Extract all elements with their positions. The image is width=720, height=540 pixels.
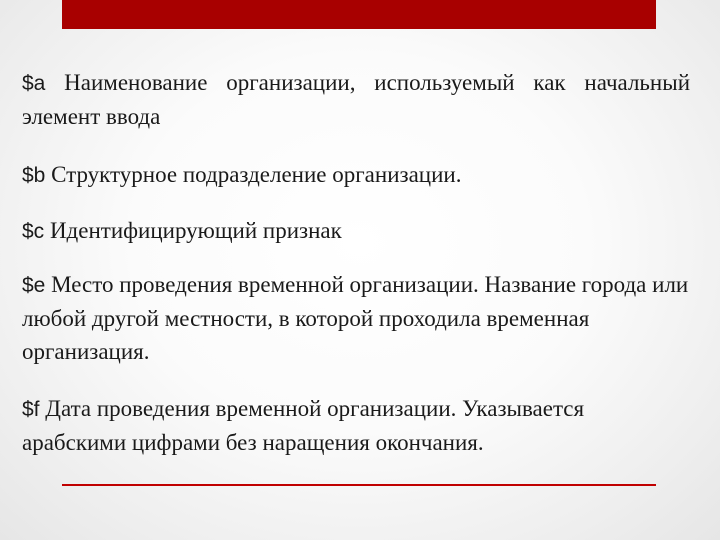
field-entry-e	[22, 268, 690, 368]
field-entry-a	[22, 66, 690, 133]
footer-rule	[62, 484, 656, 486]
field-description: Структурное подразделение организации.	[45, 162, 462, 187]
field-code: $a	[22, 72, 46, 95]
field-entry-b	[22, 158, 461, 192]
field-code: $f	[22, 398, 40, 421]
field-description: Место проведения временной организации. Название города или любой другой местности, в которой проходила временная организация.	[22, 272, 689, 364]
title-accent-bar	[62, 0, 656, 29]
field-code: $c	[22, 220, 45, 243]
field-code: $b	[22, 164, 46, 187]
field-description: Наименование организации, используемый как начальный элемент ввода	[22, 70, 690, 129]
field-entry-f	[22, 392, 690, 459]
field-description: Дата проведения временной организации. Указывается арабскими цифрами без наращения окончания.	[22, 396, 585, 455]
field-description: Идентифицирующий признак	[44, 218, 342, 243]
field-entry-c	[22, 214, 342, 248]
field-code: $e	[22, 274, 46, 297]
